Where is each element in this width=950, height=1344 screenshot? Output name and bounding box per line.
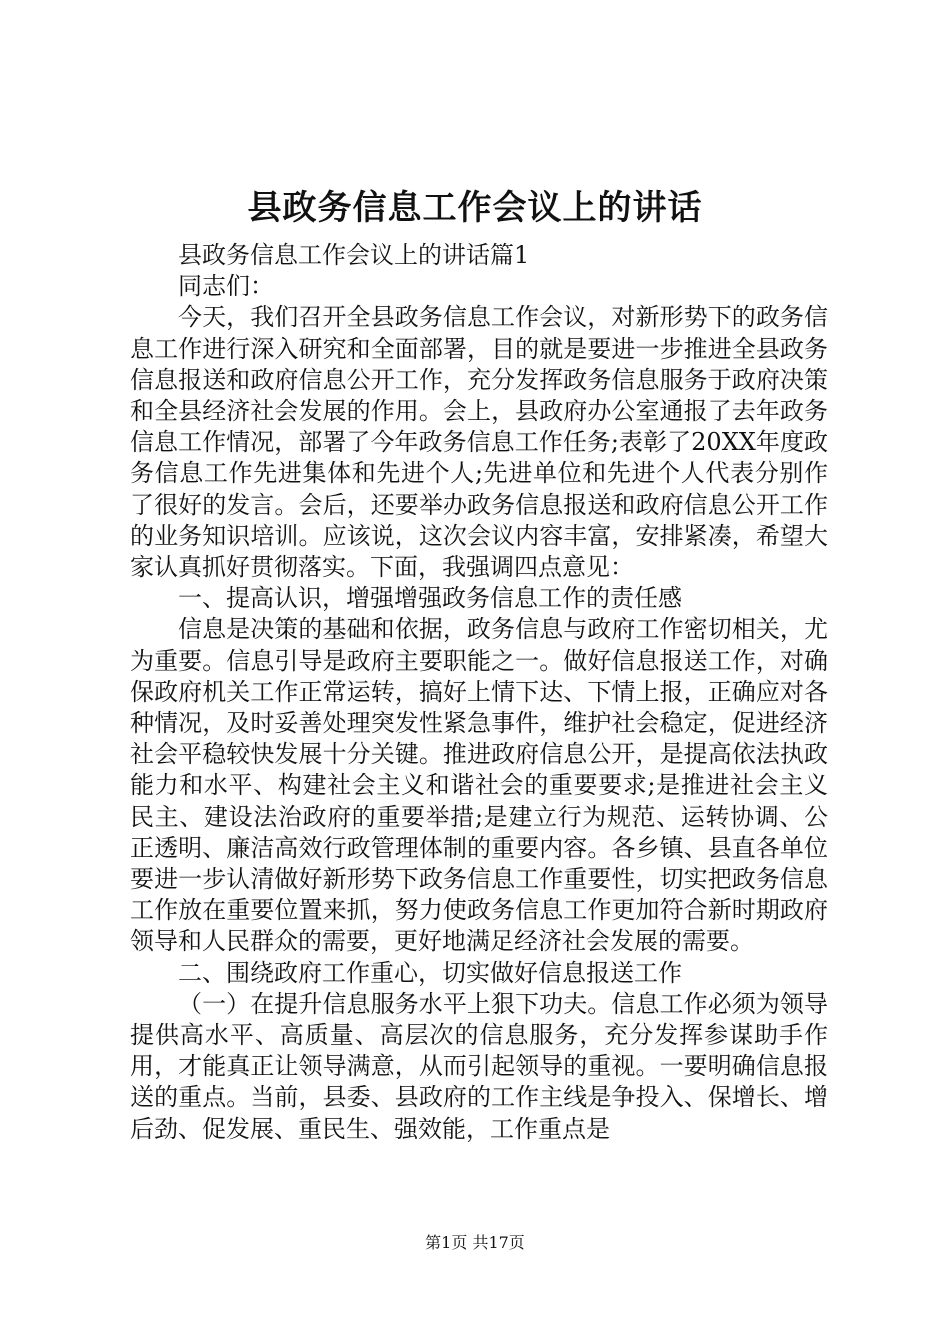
page-footer: 第1页 共17页: [425, 1233, 525, 1252]
document-body: [130, 240, 828, 1145]
paragraph-salutation: 同志们：: [178, 272, 274, 301]
section-heading-2: 二、围绕政府工作重心，切实做好信息报送工作: [178, 958, 682, 987]
paragraph-subtitle: 县政务信息工作会议上的讲话篇1: [178, 241, 530, 269]
paragraph-section-1: 信息是决策的基础和依据，政务信息与政府工作密切相关，尤为重要。信息引导是政府主要职能之一。做好信息报送工作，对确保政府机关工作正常运转，搞好上情下达、下情上报，正确应对各种情况，及时妥善处理突发性紧急事件，维护社会稳定，促进经济社会平稳较快发展十分关键。推进政府信息公开，是提高依法执政能力和水平、构建社会主义和谐社会的重要要求;是推进社会主义民主、建设法治政府的重要举措;是建立行为规范、运转协调、公正透明、廉洁高效行政管理体制的重要内容。各乡镇、县直各单位要进一步认清做好新形势下政务信息工作重要性，切实把政务信息工作放在重要位置来抓，努力使政务信息工作更加符合新时期政府领导和人民群众的需要，更好地满足经济社会发展的需要。: [130, 615, 828, 956]
section-heading-1: 一、提高认识，增强增强政务信息工作的责任感: [178, 584, 682, 613]
paragraph-intro: 今天，我们召开全县政务信息工作会议，对新形势下的政务信息工作进行深入研究和全面部署，目的就是要进一步推进全县政务信息报送和政府信息公开工作，充分发挥政务信息服务于政府决策和全县经济社会发展的作用。会上，县政府办公室通报了去年政务信息工作情况，部署了今年政务信息工作任务;表彰了20XX年度政务信息工作先进集体和先进个人;先进单位和先进个人代表分别作了很好的发言。会后，还要举办政务信息报送和政府信息公开工作的业务知识培训。应该说，这次会议内容丰富，安排紧凑，希望大家认真抓好贯彻落实。下面，我强调四点意见：: [130, 303, 828, 582]
document-title: 县政务信息工作会议上的讲话: [247, 188, 703, 228]
paragraph-section-2-item-1: （一）在提升信息服务水平上狠下功夫。信息工作必须为领导提供高水平、高质量、高层次的信息服务，充分发挥参谋助手作用，才能真正让领导满意，从而引起领导的重视。一要明确信息报送的重点。当前，县委、县政府的工作主线是争投入、保增长、增后劲、促发展、重民生、强效能，工作重点是: [130, 989, 828, 1143]
